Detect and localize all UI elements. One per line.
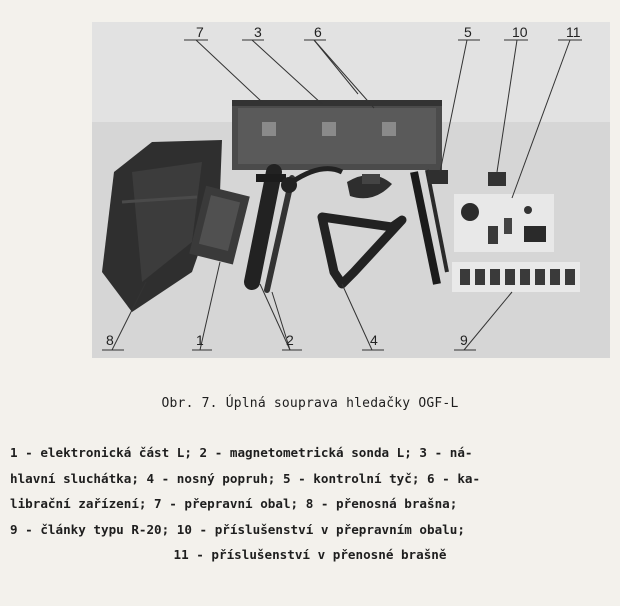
- callout-4: 4: [370, 332, 378, 348]
- r20-cells: [452, 262, 580, 292]
- figure-caption: Obr. 7. Úplná souprava hledačky OGF-L: [161, 396, 459, 411]
- legend-line-4: 9 - články typu R-20; 10 - příslušenství v přepravním obalu;: [10, 521, 465, 537]
- figure-legend: [10, 440, 610, 568]
- callout-8: 8: [106, 332, 114, 348]
- callout-5: 5: [464, 24, 472, 40]
- callout-6: 6: [314, 24, 322, 40]
- callout-9: 9: [460, 332, 468, 348]
- legend-line-2: hlavní sluchátka; 4 - nosný popruh; 5 - kontrolní tyč; 6 - ka-: [10, 470, 481, 486]
- legend-line-5: 11 - příslušenství v přenosné brašně: [173, 547, 447, 562]
- bag-accessories-tray: [454, 194, 554, 252]
- transport-case: [232, 100, 442, 170]
- callout-11: 11: [566, 24, 581, 40]
- callout-10: 10: [512, 24, 528, 40]
- legend-line-3: librační zařízení; 7 - přepravní obal; 8 - přenosná brašna;: [10, 496, 458, 511]
- equipment-photo: [92, 22, 610, 358]
- callout-2: 2: [286, 332, 294, 348]
- callout-7: 7: [196, 24, 204, 40]
- callout-3: 3: [254, 24, 262, 40]
- legend-line-1: 1 - elektronická část L; 2 - magnetometrická sonda L; 3 - ná-: [10, 445, 473, 460]
- callout-1: 1: [196, 332, 204, 348]
